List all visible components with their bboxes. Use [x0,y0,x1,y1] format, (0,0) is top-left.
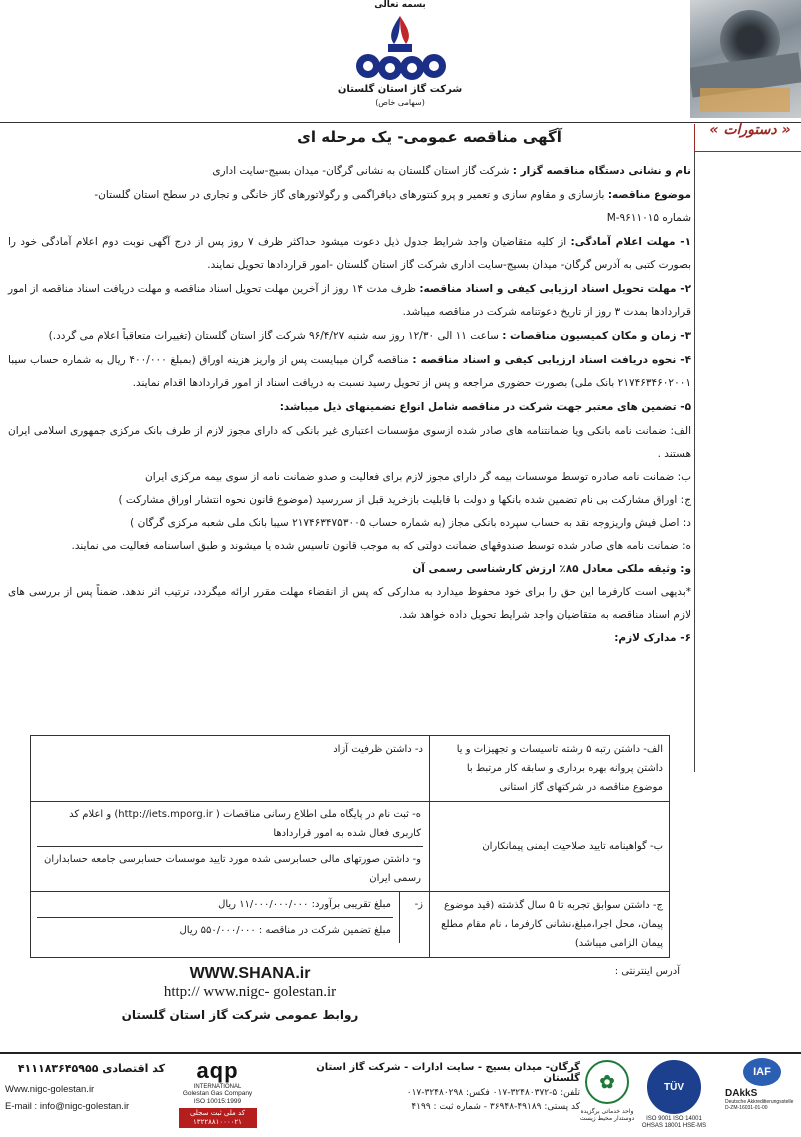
documents-deadline [8,278,691,324]
tender-subject [8,184,691,230]
amounts-prefix: ز- [399,892,423,943]
nigc-golestan-link[interactable]: http:// www.nigc- golestan.ir [163,984,337,1000]
environment-caption: واحد خدماتی برگزیده دوستدار محیط زیست [579,1108,635,1122]
commission-time [8,325,691,348]
company-logo-icon [348,14,453,88]
header-invocation: بسمه تعالی [374,0,426,10]
logo-company-type: (سهامی خاص) [375,98,425,107]
table-subcell: و- داشتن صورتهای مالی حسابرسی شده مورد تایید موسسات حسابرسی جامعه حسابداران رسمی ایران [43,854,421,884]
readiness-text: از کلیه متقاضیان واجد شرایط جدول ذیل دعوت میشود حداکثر ظرف ۷ روز پس از درج آگهی نوبت دوم اعلام آمادگی خود را بصورت کتبی به آدرس گرگان- میدان بسیج-سایت اداری شرکت گاز استان گلستان -امور قراردادها تحویل نمایند. [8,236,691,271]
organizer-label: نام و نشانی دستگاه مناقصه گزار : [512,165,691,177]
table-row [31,892,670,958]
guarantee-dal: د: اصل فیش واریزوجه نقد به حساب سپرده بانکی مجاز (به شماره حساب ۲۱۷۴۶۳۴۷۵۳۰۰۵ سیبا بانک ملی شعبه مرکزی گرگان ) [130,517,691,529]
aqp-company: Golestan Gas Company [182,1090,253,1097]
table-row [31,736,670,802]
guarantee-vav: و: وثیقه ملکی معادل ۸۵٪ ارزش کارشناسی رسمی آن [412,563,691,575]
employer-note: *بدیهی است کارفرما این حق را برای خود محفوظ میدارد به مدارکی که پس از انقضاء مهلت مقرر ارائه میگردد، ترتیب اثر ندهد. ضمناً پس از بررسی های لازم اسناد مناقصه به متقاضیان واجد شرایط تحویل داده خواهد شد. [8,586,691,621]
amounts-block [37,892,423,943]
footer-address-line: گرگان- میدان بسیج - سایت ادارات - شرکت گاز استان گلستان [316,1062,580,1084]
subject-text: بازسازی و مقاوم سازی و تعمیر و پرو کنتورهای دیافراگمی و رگولاتورهای گاز خانگی و تجاری در سطح استان گلستان- [94,189,608,201]
receipt-text: مناقصه گران میبایست پس از واریز هزینه اوراق (بمبلغ ۴۰۰/۰۰۰ ریال به شماره حساب سیبا ۲۱۷۴۶۳۴۶۰۲۰۰۱ بانک ملی) بصورت حضوری مراجعه و پس از تحویل رسید نسبت به دریافت اسناد از امور قراردادها اقدام نمایند. [8,354,691,389]
certification-logos [579,1058,801,1137]
readiness-deadline [8,231,691,277]
commission-label: ۳- زمان و مکان کمیسیون مناقصات : [502,330,691,342]
page-header [0,0,801,122]
guarantee-amount: مبلغ تضمین شرکت در مناقصه : ۵۵۰/۰۰۰/۰۰۰ ریال [179,925,391,936]
iso-caption: ISO 9001 ISO 14001 OHSAS 18001 HSE-MS [641,1116,707,1129]
footer-website-link[interactable]: Www.nigc-golestan.ir [5,1084,95,1095]
dakks-sub: Deutsche Akkreditierungsstelle D-ZM-16031-01-00 [725,1099,794,1111]
aqp-intl: INTERNATIONAL [193,1084,242,1090]
internet-address-label: آدرس اینترنتی : [614,966,680,977]
economic-code: کد اقتصادی ۴۱۱۱۸۳۶۴۵۹۵۵ [17,1062,165,1075]
side-label: « دستورات » [709,122,791,138]
tuv-badge-icon: TÜV [647,1060,701,1114]
aqp-certificate-logo [170,1058,265,1137]
pipeline-photo [690,0,801,118]
guarantee-alef: الف: ضمانت نامه بانکی ویا ضمانتنامه های صادر شده ازسوی مؤسسات اعتباری غیر بانکی که دارای مجوز لازم از طرف بانک مرکزی جمهوری اسلامی ایران هستند . [8,425,691,460]
table-cell [31,802,430,892]
table-cell: الف- داشتن رتبه ۵ رشته تاسیسات و تجهیزات و یا داشتن پروانه بهره برداری و سابقه کار مرتبط با موضوع مناقصه در شرکتهای گاز استانی [430,736,670,802]
national-id-label: کد ملی ثبت سجلی [189,1109,246,1117]
guarantee-he: ه: ضمانت نامه های صادر شده توسط صندوقهای ضمانت دولتی که به موجب قانون تاسیس شده یا میشوند و طبق اساسنامه فعالیت می نمایند. [71,540,691,552]
table-cell: ج- داشتن سوابق تجربه تا ۵ سال گذشته (قید موضوع پیمان، محل اجرا،مبلغ،نشانی کارفرما ، نام مقام مطلع پیمان الزامی میباشد) [430,892,670,958]
documents-label: ۲- مهلت تحویل اسناد ارزیابی کیفی و اسناد مناقصه: [419,283,691,295]
footer-phone-line: تلفن: ۵-۳۲۴۸۰۳۷۲-۰۱۷ فکس: ۳۲۴۸۰۲۹۸-۰۱۷ [406,1088,580,1098]
aqp-iso: ISO 10015:1999 [193,1098,242,1105]
tender-organizer [8,160,691,183]
aqp-brand: aqp [196,1058,239,1083]
table-cell: د- داشتن ظرفیت آزاد [31,736,430,802]
requirements-table [30,735,670,958]
receipt-label: ۴- نحوه دریافت اسناد ارزیابی کیفی و اسناد مناقصه : [412,354,691,366]
guarantee-je: ج: اوراق مشارکت بی نام تضمین شده بانکها و دولت با قابلیت بازخرید قبل از سررسید (موضوع قانون نحوه انتشار اوراق مشارکت ) [118,494,691,506]
page-title: آگهی مناقصه عمومی- یک مرحله ای [297,128,562,146]
national-id-value: ۱۳۲۲۸۸۱۰۰۰۰۲۱ [193,1118,242,1126]
guarantee-be: ب: ضمانت نامه صادره توسط موسسات بیمه گر دارای مجوز لازم برای فعالیت و صدو ضمانت نامه از سوی بیمه مرکزی ایران [145,471,691,483]
table-cell: ب- گواهینامه تایید صلاحیت ایمنی پیمانکاران [430,802,670,892]
amounts-list [37,892,399,943]
national-id-box [179,1108,257,1128]
side-divider [694,152,695,772]
top-divider [0,122,801,123]
environment-badge-icon: ✿ [585,1060,629,1104]
documents-receipt [8,349,691,395]
table-cell [31,892,430,958]
documents-text: ظرف مدت ۱۴ روز از آخرین مهلت تحویل اسناد مناقصه و مهلت دریافت اسناد مناقصه از امور قراردادها بمدت ۳ روز از تاریخ دعوتنامه شرکت در مناقصه میباشد. [8,283,691,318]
guarantees-heading [8,396,691,419]
commission-text: ساعت ۱۱ الی ۱۲/۳۰ روز سه شنبه ۹۶/۴/۲۷ شرکت گاز استان گلستان (تغییرات متعاقباً اعلام می گردد.) [48,330,503,342]
shana-link[interactable]: WWW.SHANA.ir [189,965,311,982]
dakks-badge [725,1088,795,1132]
subject-label: موضوع مناقصه: [607,189,691,201]
footer-email-link[interactable]: E-mail : info@nigc-golestan.ir [5,1101,130,1112]
footer-address [290,1062,580,1112]
table-row [31,802,670,892]
table-subcell: ه- ثبت نام در پایگاه ملی اطلاع رسانی مناقصات ( http://iets.mporg.ir) و اعلام کد کاربری فعال شده به امور قراردادها [37,802,423,847]
public-relations-signature: روابط عمومی شرکت گاز استان گلستان [121,1008,359,1022]
page-footer [0,1052,801,1137]
guarantees-label: ۵- تضمین های معتبر جهت شرکت در مناقصه شامل انواع تضمینهای ذیل میباشد: [279,401,691,413]
readiness-label: ۱- مهلت اعلام آمادگی: [570,236,691,248]
estimate-amount: مبلغ تقریبی برآورد: ۱۱/۰۰۰/۰۰۰/۰۰۰ ریال [37,892,393,918]
footer-postal-line: کد پستی: ۴۹۱۸۹-۳۶۹۴۸ - شماره ثبت : ۴۱۹۹ [411,1102,580,1112]
iaf-badge-icon: IAF [743,1058,781,1086]
subject-number: شماره M-۹۶۱۱۰۱۵ [606,212,691,224]
tender-notice [8,128,691,650]
organizer-text: شرکت گاز استان گلستان به نشانی گرگان- میدان بسیج-سایت اداری [212,165,513,177]
logo-company-name: شرکت گاز استان گلستان [337,84,463,95]
dakks-title: DAkkS [725,1088,758,1099]
requirements-heading: ۶- مدارک لازم: [614,632,691,644]
